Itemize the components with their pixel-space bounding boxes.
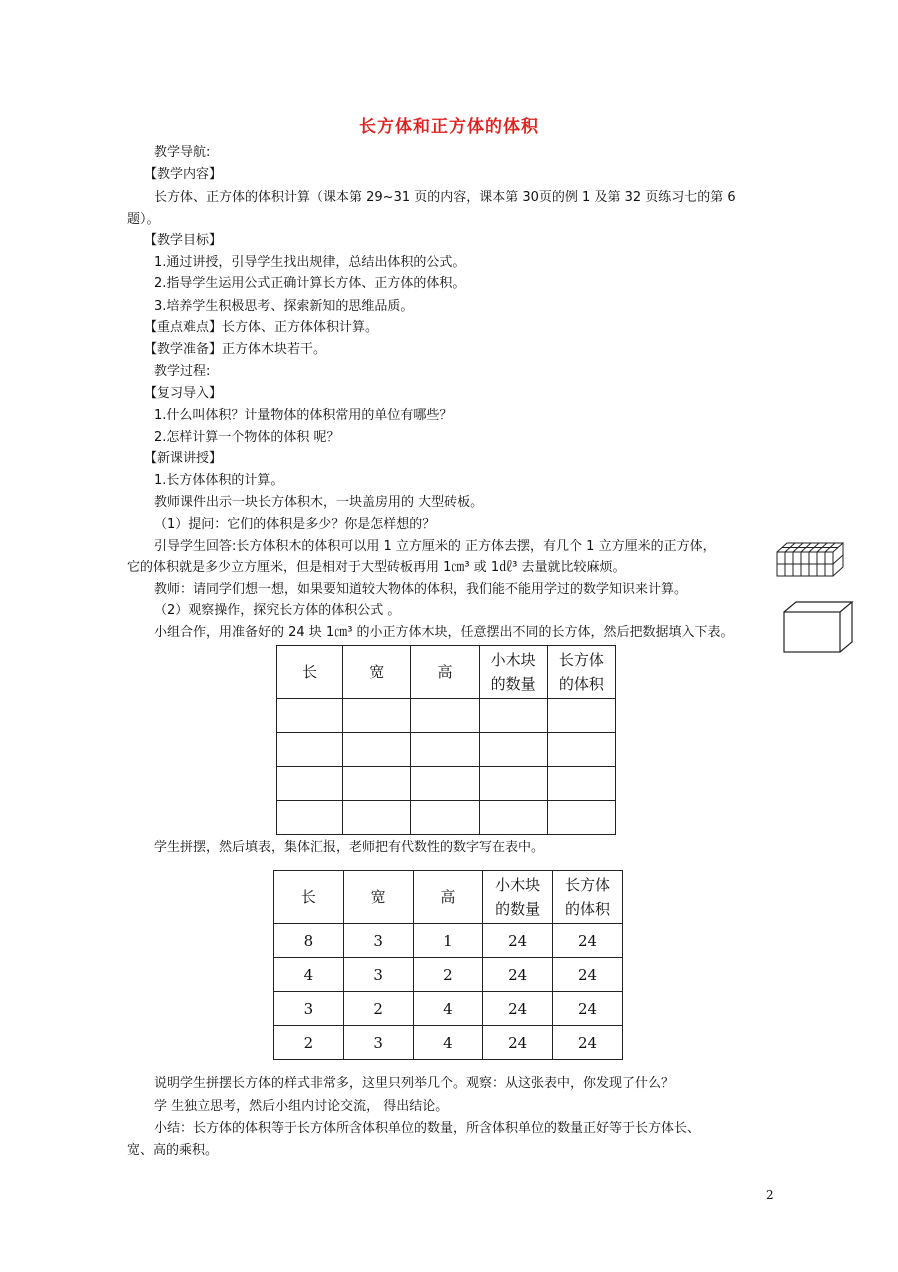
table-cell: 3: [343, 1026, 413, 1060]
table-row: [274, 992, 623, 1026]
table-cell: [277, 767, 343, 801]
table-header-cell: 宽: [343, 871, 413, 924]
table-cell: [547, 767, 615, 801]
text-line: 它的体积就是多少立方厘米，但是相对于大型砖板再用 1㎝³ 或 1㎗³ 去量就比较麻烦。: [127, 560, 626, 575]
table-row: [277, 801, 616, 835]
table-header-cell: 长: [274, 871, 344, 924]
table-cell: 2: [343, 992, 413, 1026]
table-header-cell: 宽: [343, 646, 411, 699]
text-line: 【新课讲授】: [144, 451, 223, 466]
table-cell: [277, 801, 343, 835]
table-row: [277, 767, 616, 801]
table-cell: [411, 733, 479, 767]
table-header-cell: 长方体 的体积: [553, 871, 623, 924]
table-cell: [547, 801, 615, 835]
table-cell: 4: [274, 958, 344, 992]
text-line: （1）提问：它们的体积是多少？你是怎样想的？: [154, 517, 436, 532]
text-line: 【重点难点】长方体、正方体体积计算。: [144, 320, 379, 335]
filled-data-table: [273, 870, 623, 1060]
table-header-cell: 高: [413, 871, 483, 924]
table-cell: 24: [553, 958, 623, 992]
text-line: 宽、高的乘积。: [127, 1143, 219, 1158]
text-line: 教师课件出示一块长方体积木，一块盖房用的 大型砖板。: [154, 495, 484, 510]
table-header-cell: 高: [411, 646, 479, 699]
text-line: 1.什么叫体积？计量物体的体积常用的单位有哪些？: [154, 408, 453, 423]
text-line: 1.通过讲授，引导学生找出规律，总结出体积的公式。: [154, 255, 466, 270]
table-cell: [479, 733, 547, 767]
table-header-cell: 小木块 的数量: [483, 871, 553, 924]
text-line: 小结：长方体的体积等于长方体所含体积单位的数量，所含体积单位的数量正好等于长方体长、: [154, 1121, 701, 1136]
text-line: 2.怎样计算一个物体的体积 呢？: [154, 430, 340, 445]
table-cell: 4: [413, 992, 483, 1026]
text-line: 学 生独立思考，然后小组内讨论交流， 得出结论。: [154, 1099, 449, 1114]
table-cell: [343, 733, 411, 767]
table-cell: [479, 699, 547, 733]
text-line: 教师：请同学们想一想，如果要知道较大物体的体积，我们能不能用学过的数学知识来计算。: [154, 582, 688, 597]
text-line: 1.长方体体积的计算。: [154, 473, 284, 488]
text-line: 【教学准备】正方体木块若干。: [144, 342, 327, 357]
table-cell: [343, 699, 411, 733]
table-cell: 3: [274, 992, 344, 1026]
table-cell: 1: [413, 924, 483, 958]
table-cell: [343, 801, 411, 835]
text-line: 题）。: [127, 212, 160, 227]
table-cell: [277, 699, 343, 733]
table-cell: [547, 699, 615, 733]
table-cell: 24: [553, 992, 623, 1026]
table-row: [277, 733, 616, 767]
table-header-row: [277, 646, 616, 699]
table-cell: 24: [483, 1026, 553, 1060]
text-line: 3.培养学生积极思考、探索新知的思维品质。: [154, 299, 414, 314]
table-cell: [479, 801, 547, 835]
table-cell: [547, 733, 615, 767]
table-row: [274, 924, 623, 958]
table-cell: 3: [343, 958, 413, 992]
text-line: 教学过程:: [154, 364, 211, 379]
table-cell: 2: [274, 1026, 344, 1060]
page-title: 长方体和正方体的体积: [359, 117, 539, 137]
table-cell: [277, 733, 343, 767]
table-cell: 24: [553, 924, 623, 958]
table-row: [277, 699, 616, 733]
table-cell: 24: [483, 924, 553, 958]
unit-cube-block-figure: [776, 540, 846, 580]
page-number: 2: [766, 1188, 774, 1202]
table-cell: [411, 801, 479, 835]
table-cell: [411, 699, 479, 733]
table-cell: 24: [553, 1026, 623, 1060]
text-line: 【复习导入】: [144, 386, 223, 401]
text-line: 【教学目标】: [144, 233, 223, 248]
table-cell: [411, 767, 479, 801]
table-header-cell: 长方体 的体积: [547, 646, 615, 699]
text-line: （2）观察操作，探究长方体的体积公式 。: [154, 603, 401, 618]
text-line: 说明学生拼摆长方体的样式非常多，这里只列举几个。观察：从这张表中，你发现了什么？: [154, 1076, 675, 1091]
text-line: 学生拼摆，然后填表，集体汇报，老师把有代数性的数字写在表中。: [154, 840, 545, 855]
table-cell: 24: [483, 992, 553, 1026]
table-cell: 8: [274, 924, 344, 958]
text-line: 长方体、正方体的体积计算（课本第 29~31 页的内容，课本第 30页的例 1 及第 32 页练习七的第 6: [154, 190, 736, 205]
text-line: 【教学内容】: [144, 167, 223, 182]
table-header-cell: 长: [277, 646, 343, 699]
table-row: [274, 958, 623, 992]
brick-board-figure: [782, 600, 854, 654]
text-line: 教学导航:: [154, 145, 211, 160]
table-cell: [479, 767, 547, 801]
text-line: 小组合作，用准备好的 24 块 1㎝³ 的小正方体木块，任意摆出不同的长方体，然后把数据填入下表。: [154, 625, 734, 640]
table-cell: 2: [413, 958, 483, 992]
table-cell: 24: [483, 958, 553, 992]
table-header-row: [274, 871, 623, 924]
table-cell: 3: [343, 924, 413, 958]
table-cell: [343, 767, 411, 801]
table-cell: 4: [413, 1026, 483, 1060]
text-line: 2.指导学生运用公式正确计算长方体、正方体的体积。: [154, 276, 466, 291]
text-line: 引导学生回答:长方体积木的体积可以用 1 立方厘米的 正方体去摆，有几个 1 立方厘米的正方体，: [154, 539, 716, 554]
empty-data-table: [276, 645, 616, 835]
table-row: [274, 1026, 623, 1060]
table-header-cell: 小木块 的数量: [479, 646, 547, 699]
